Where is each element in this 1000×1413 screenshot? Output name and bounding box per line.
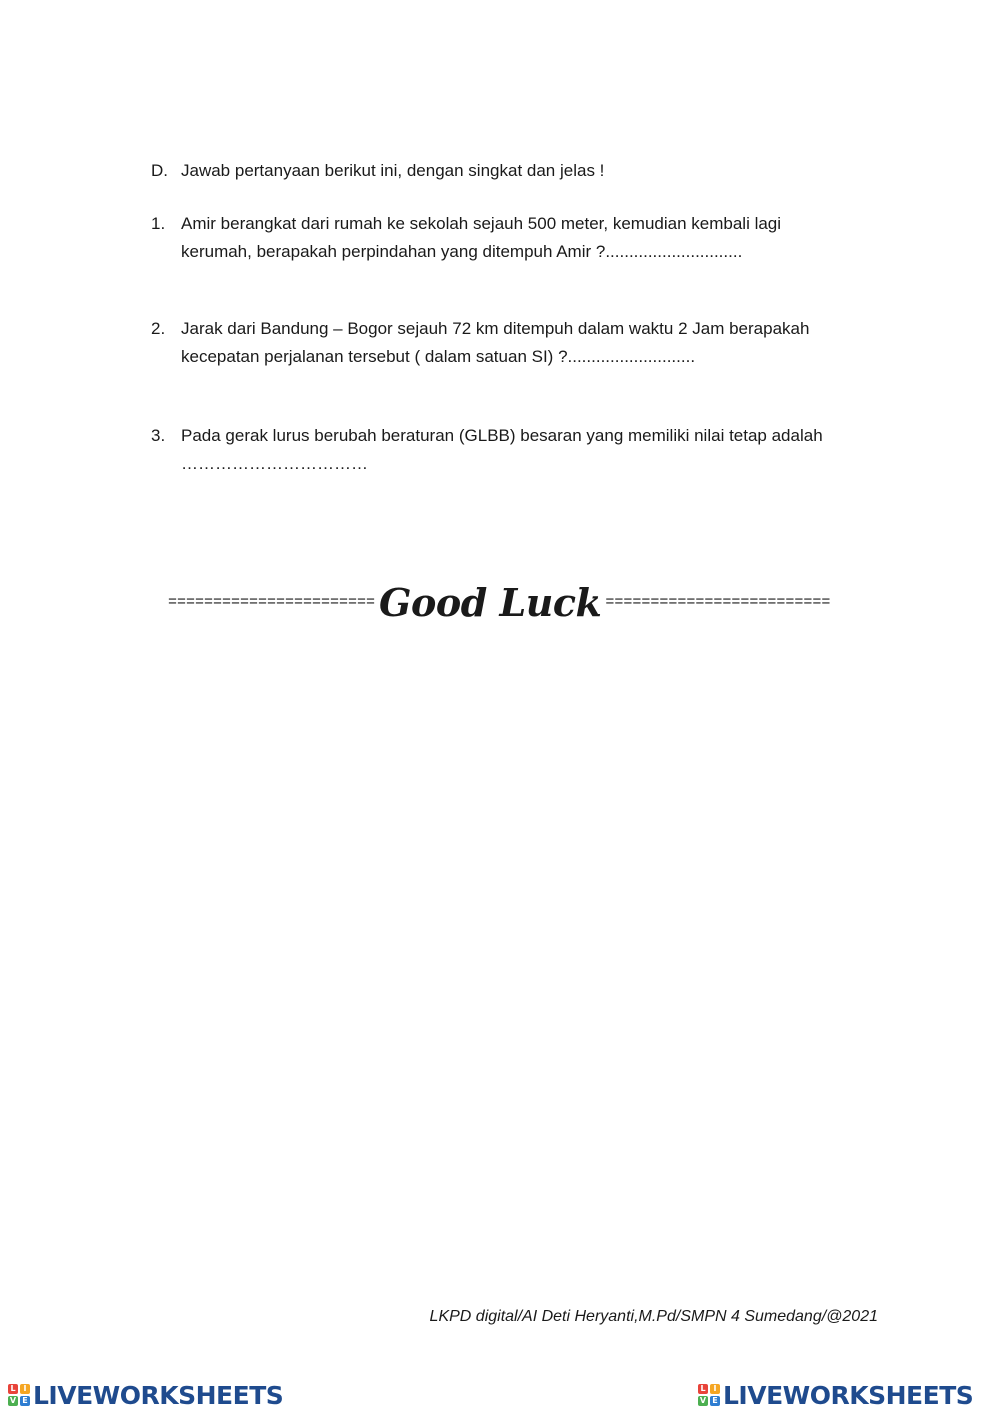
liveworksheets-mark-icon	[698, 1384, 720, 1406]
question-text-line-1: Amir berangkat dari rumah ke sekolah sejauh 500 meter, kemudian kembali lagi	[181, 214, 782, 233]
logo-letter-l: L	[698, 1384, 708, 1394]
logo-letter-v: V	[9, 1396, 17, 1405]
left-rule: =======================	[168, 594, 376, 611]
logo-letter-i: I	[710, 1384, 720, 1394]
section-marker: D.	[151, 161, 168, 180]
question-text-line-1: Pada gerak lurus berubah beraturan (GLBB) besaran yang memiliki nilai tetap adalah	[181, 426, 823, 445]
logo-letter-l: L	[8, 1384, 18, 1394]
question-text-line-1: Jarak dari Bandung – Bogor sejauh 72 km ditempuh dalam waktu 2 Jam berapakah	[181, 319, 810, 338]
question-number: 2.	[151, 319, 166, 338]
section-instruction-text: Jawab pertanyaan berikut ini, dengan singkat dan jelas !	[181, 161, 605, 180]
question-number: 3.	[151, 426, 166, 445]
author-credit: LKPD digital/AI Deti Heryanti,M.Pd/SMPN 4 Sumedang/@2021	[429, 1308, 878, 1325]
liveworksheets-mark-icon	[8, 1384, 30, 1406]
question-text-line-2: ……………………………	[181, 454, 368, 473]
liveworksheets-logo-right[interactable]	[698, 1378, 973, 1412]
logo-letter-e: E	[710, 1396, 720, 1406]
liveworksheets-wordmark: LIVEWORKSHEETS	[723, 1380, 974, 1410]
good-luck-banner	[168, 580, 848, 625]
question-3	[151, 422, 891, 478]
right-rule: =========================	[605, 594, 831, 611]
question-text-line-2: kecepatan perjalanan tersebut ( dalam satuan SI) ?...........................	[181, 347, 696, 366]
logo-letter-v: V	[699, 1396, 707, 1405]
question-1	[151, 210, 891, 266]
section-instruction	[151, 160, 604, 182]
question-number: 1.	[151, 214, 166, 233]
good-luck-text: Good Luck	[379, 580, 602, 625]
logo-letter-i: I	[20, 1384, 30, 1394]
logo-letter-e: E	[20, 1396, 30, 1406]
question-text-line-2: kerumah, berapakah perpindahan yang ditempuh Amir ?.............................	[181, 242, 743, 261]
liveworksheets-logo-left[interactable]	[8, 1378, 283, 1412]
liveworksheets-wordmark: LIVEWORKSHEETS	[33, 1380, 284, 1410]
question-2	[151, 315, 891, 371]
